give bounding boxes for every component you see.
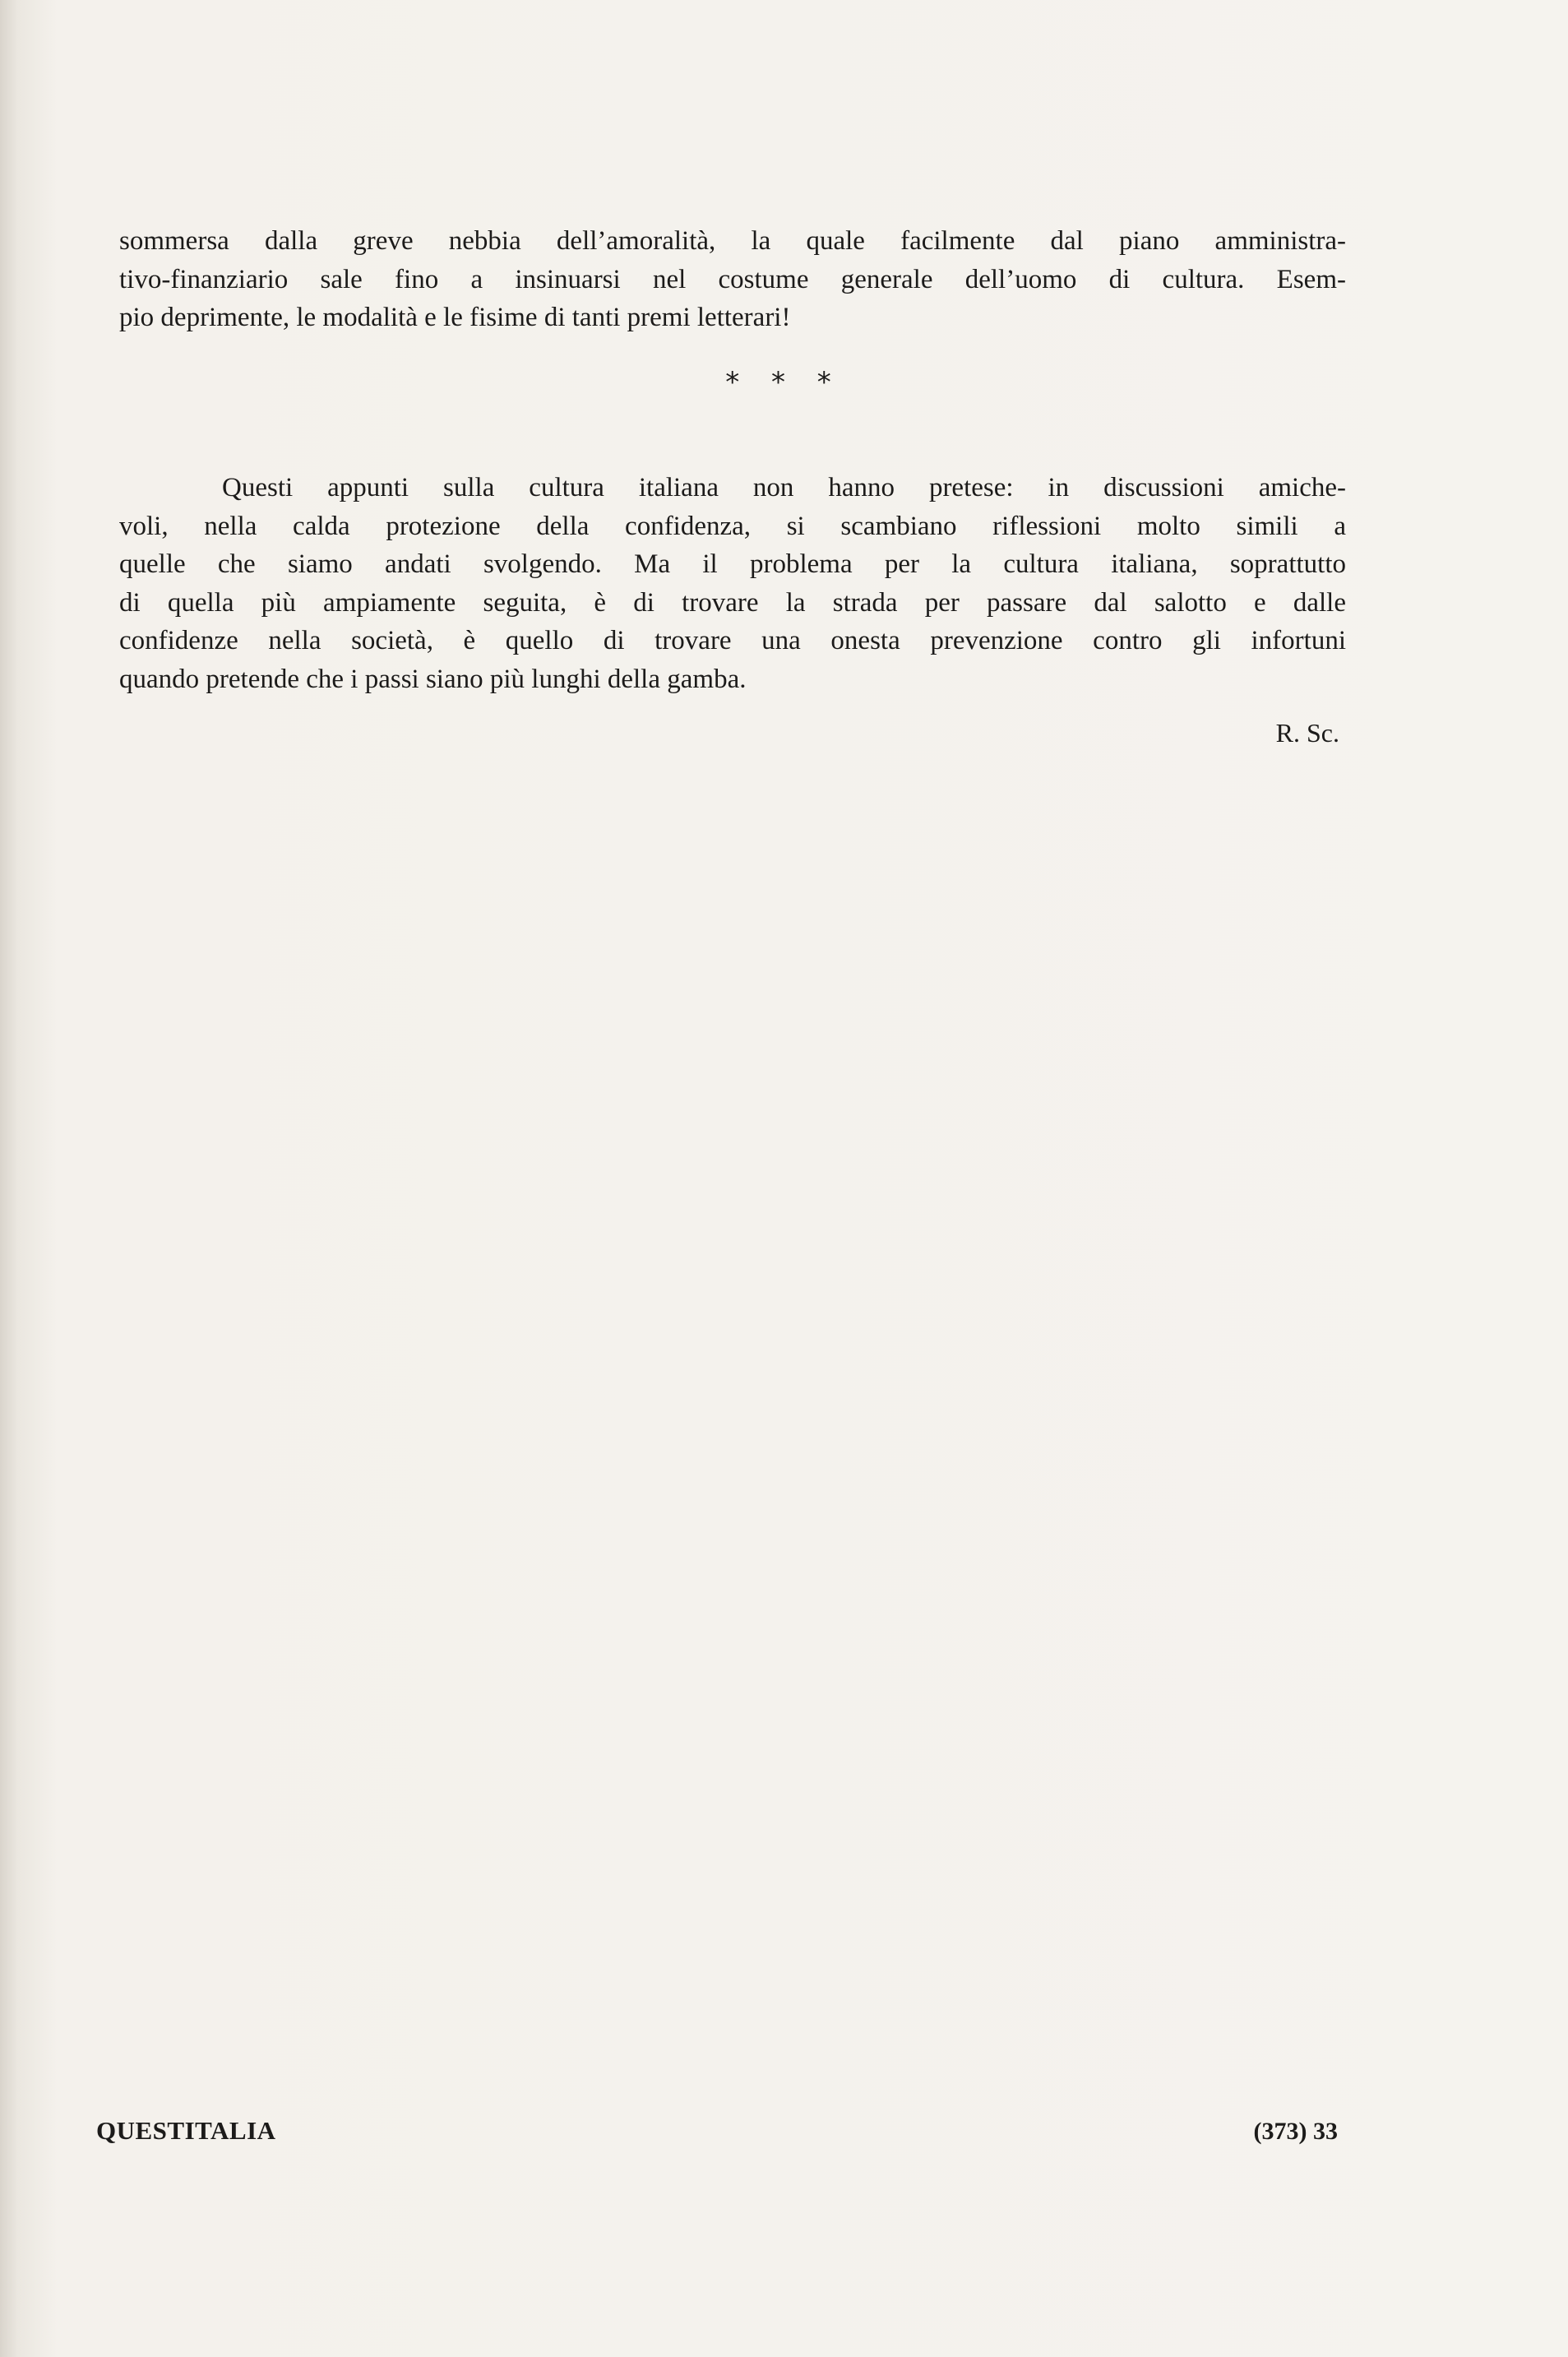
author-signature: R. Sc. (1275, 718, 1339, 748)
text-line: Questi appunti sulla cultura italiana non hanno pretese: in discussioni amiche- (222, 473, 1346, 502)
publication-name: QUESTITALIA (96, 2116, 276, 2145)
body-paragraph-1 (119, 222, 1346, 337)
text-line: quelle che siamo andati svolgendo. Ma il problema per la cultura italiana, soprattutto (119, 549, 1346, 579)
text-line: sommersa dalla greve nebbia dell’amoralità, la quale facilmente dal piano amministra- (119, 226, 1346, 256)
text-line: tivo-finanziario sale fino a insinuarsi nel costume generale dell’uomo di cultura. Esem- (119, 264, 1346, 294)
text-line: quando pretende che i passi siano più lunghi della gamba. (119, 664, 747, 694)
section-separator: * * * (725, 366, 843, 399)
text-line: confidenze nella società, è quello di trovare una onesta prevenzione contro gli infortuni (119, 626, 1346, 655)
text-line: di quella più ampiamente seguita, è di trovare la strada per passare dal salotto e dalle (119, 587, 1346, 618)
body-paragraph-2 (119, 469, 1346, 698)
text-line: pio deprimente, le modalità e le fisime di tanti premi letterari! (119, 303, 791, 332)
page-number: (373) 33 (1253, 2118, 1338, 2145)
text-line: voli, nella calda protezione della confidenza, si scambiano riflessioni molto simili a (119, 511, 1346, 541)
